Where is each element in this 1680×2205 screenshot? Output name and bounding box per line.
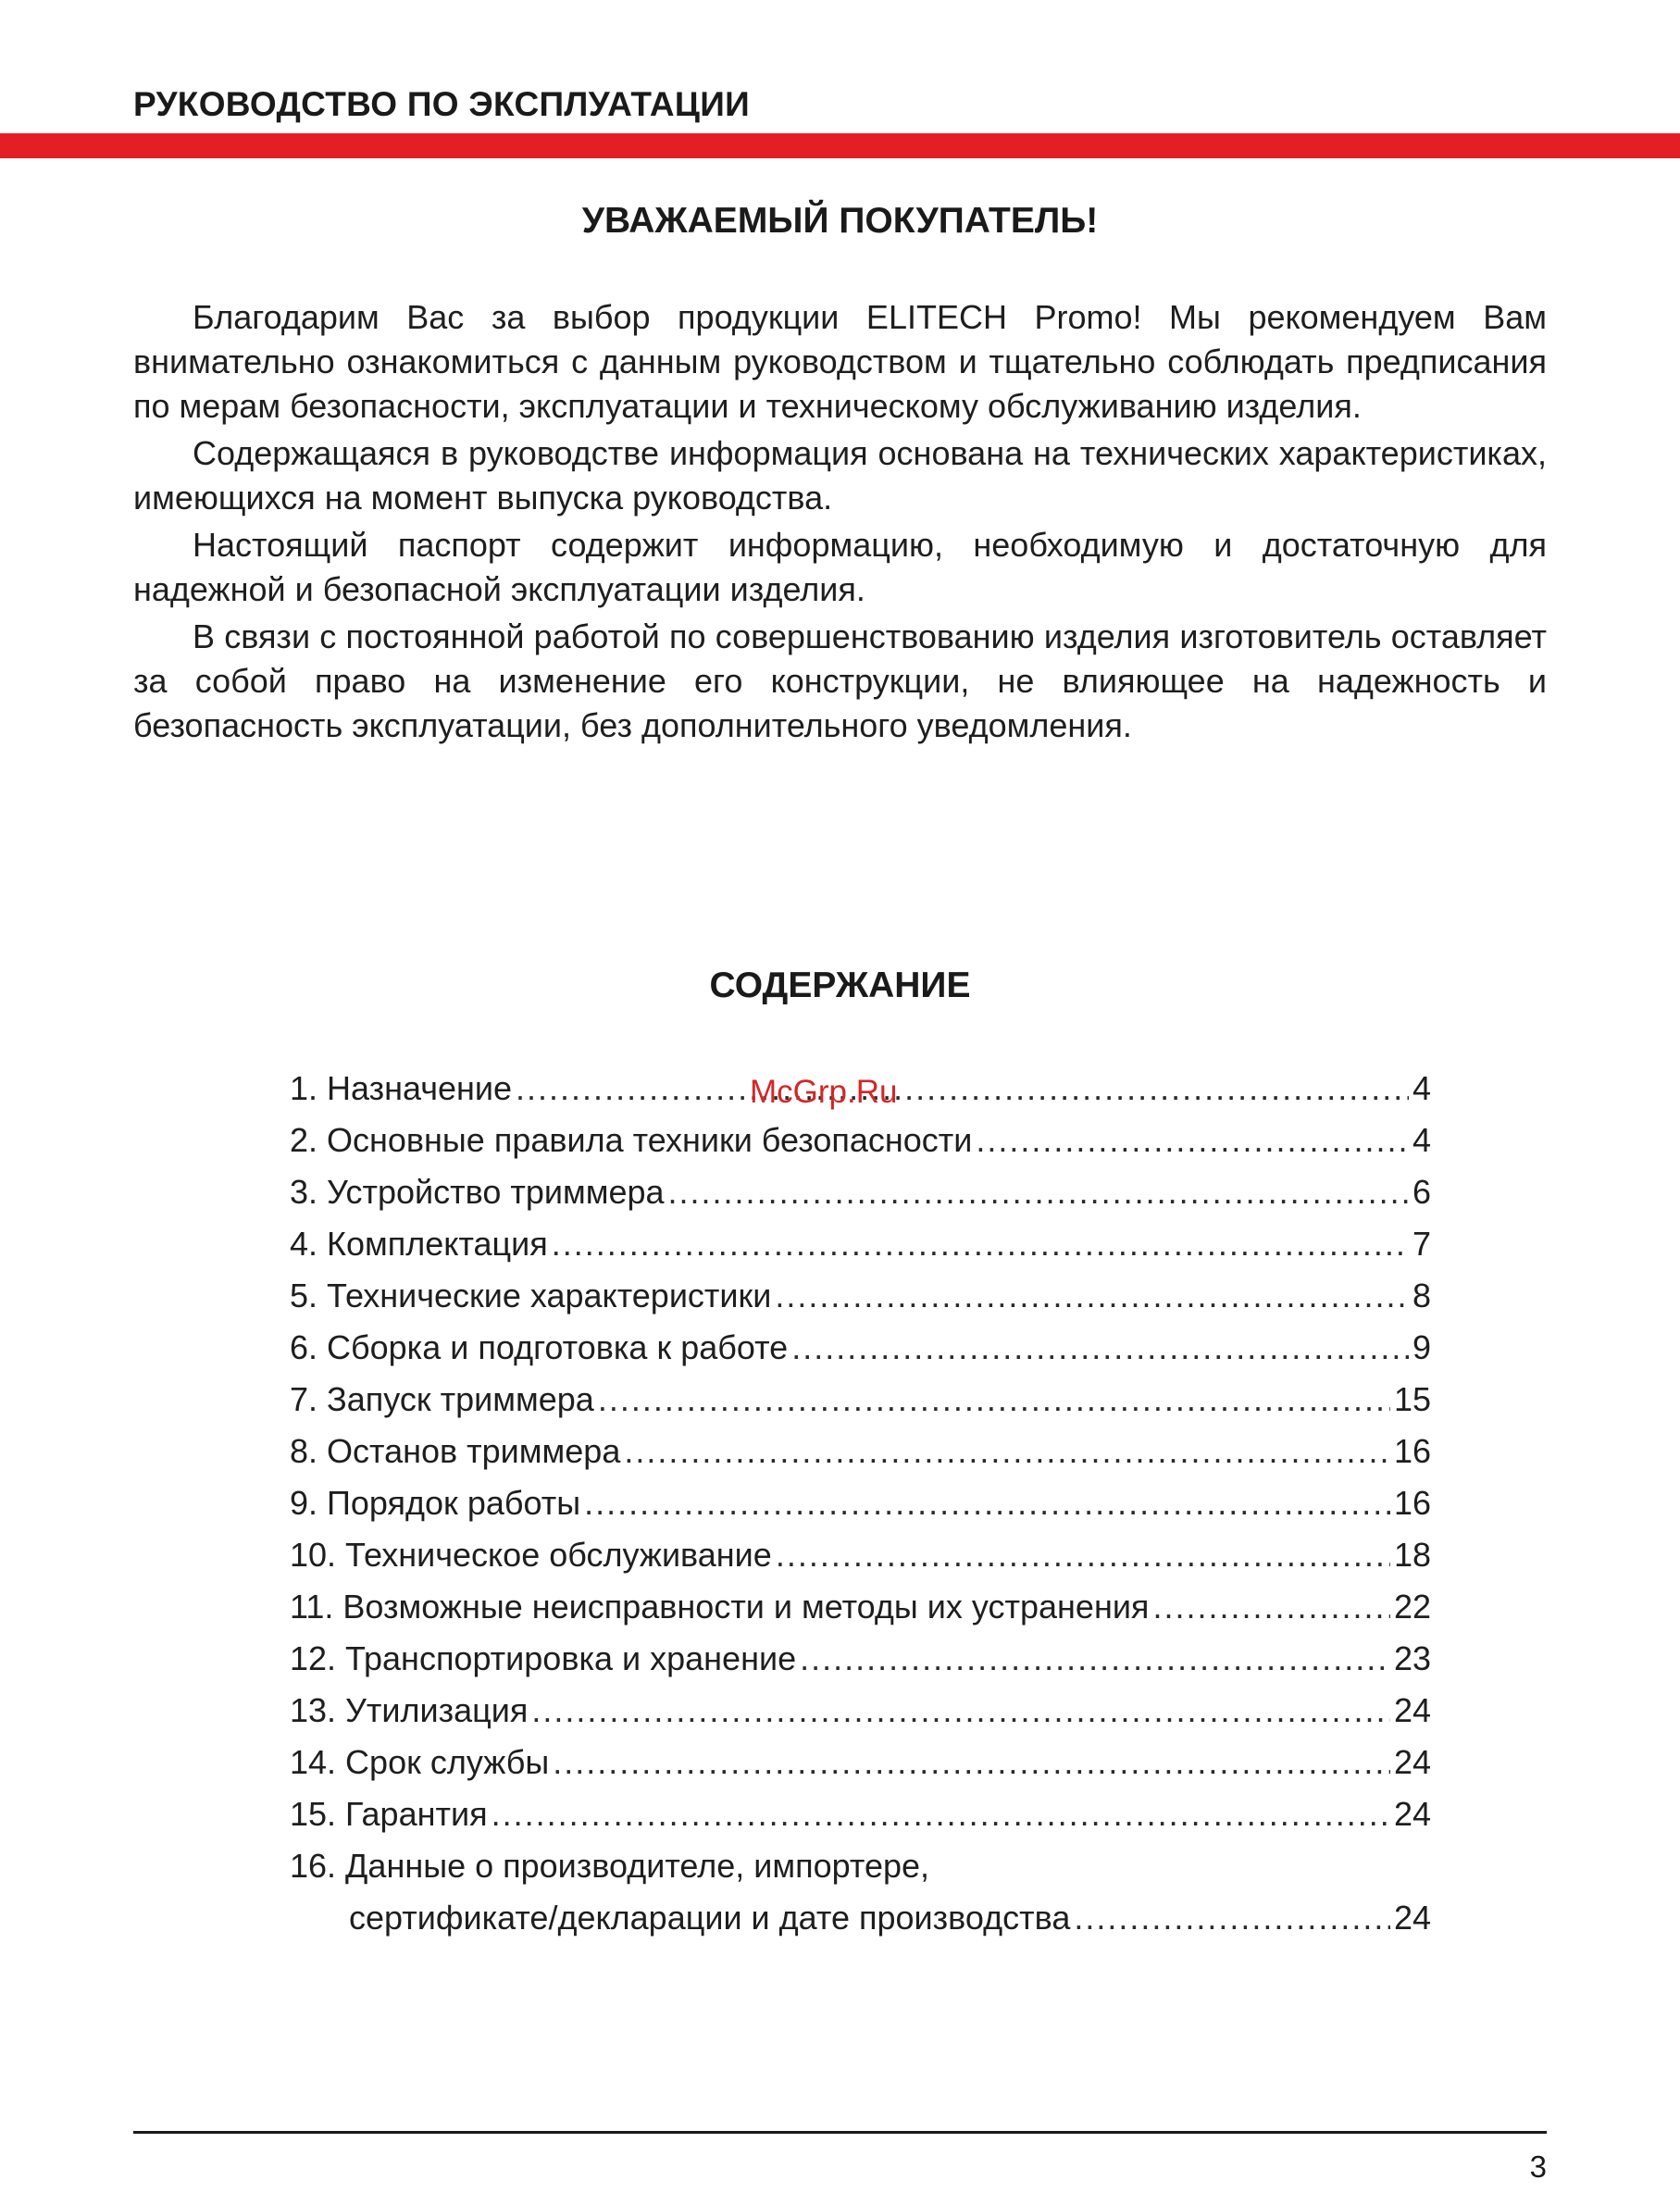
toc-item-page: 23 xyxy=(1393,1639,1431,1677)
toc-item-page: 18 xyxy=(1393,1536,1431,1574)
header-red-bar xyxy=(0,133,1680,158)
toc-leader-dots xyxy=(791,1322,1409,1374)
toc-leader-dots xyxy=(775,1270,1409,1322)
toc-item-specifications[interactable] xyxy=(290,1270,1431,1322)
intro-paragraph: В связи с постоянной работой по совершенствованию изделия изготовитель оставляет за собой право на изменение его конструкции, не влияющее на надежность и безопасность эксплуатации, без дополнительного уведомления. xyxy=(133,617,1547,744)
intro-text xyxy=(133,295,1547,751)
toc-item-package-contents[interactable] xyxy=(290,1218,1431,1270)
toc-item-label: 6. Сборка и подготовка к работе xyxy=(290,1328,789,1366)
toc-leader-dots xyxy=(1074,1892,1390,1944)
intro-paragraph: Содержащаяся в руководстве информация основана на технических характеристиках, имеющихся на момент выпуска руководства. xyxy=(133,434,1547,517)
toc-item-label: 11. Возможные неисправности и методы их устранения xyxy=(290,1588,1150,1626)
toc-item-label: 8. Останов триммера xyxy=(290,1432,621,1470)
toc-item-page: 24 xyxy=(1393,1743,1431,1781)
toc-leader-dots xyxy=(584,1477,1390,1529)
toc-leader-dots xyxy=(492,1788,1390,1840)
toc-item-page: 24 xyxy=(1393,1899,1431,1937)
toc-item-troubleshooting[interactable] xyxy=(290,1581,1431,1633)
toc-item-label: 9. Порядок работы xyxy=(290,1484,581,1522)
toc-item-manufacturer-data-continued[interactable] xyxy=(290,1892,1431,1944)
toc-item-manufacturer-data[interactable] xyxy=(290,1840,1431,1892)
toc-leader-dots xyxy=(553,1737,1390,1788)
toc-item-stopping[interactable] xyxy=(290,1426,1431,1477)
toc-leader-dots xyxy=(800,1633,1390,1685)
toc-item-label: 10. Техническое обслуживание xyxy=(290,1536,772,1574)
toc-item-page: 22 xyxy=(1393,1588,1431,1626)
toc-item-label: 3. Устройство триммера xyxy=(290,1173,665,1211)
toc-leader-dots xyxy=(516,1063,1409,1115)
toc-item-label: 1. Назначение xyxy=(290,1069,513,1107)
toc-item-label: 2. Основные правила техники безопасности xyxy=(290,1121,973,1159)
toc-leader-dots xyxy=(976,1115,1409,1166)
intro-paragraph: Настоящий паспорт содержит информацию, необходимую и достаточную для надежной и безопасной эксплуатации изделия. xyxy=(133,526,1547,608)
footer-divider xyxy=(133,2131,1547,2134)
toc-item-transport-storage[interactable] xyxy=(290,1633,1431,1685)
toc-item-page: 24 xyxy=(1393,1795,1431,1833)
toc-leader-dots xyxy=(552,1218,1409,1270)
page-number: 3 xyxy=(1529,2149,1547,2184)
toc-item-label: 12. Транспортировка и хранение xyxy=(290,1639,797,1677)
toc-item-label: 16. Данные о производителе, импортере, xyxy=(290,1847,930,1885)
toc-item-label: 15. Гарантия xyxy=(290,1795,488,1833)
toc-item-safety-rules[interactable] xyxy=(290,1115,1431,1166)
toc-item-label: 13. Утилизация xyxy=(290,1691,529,1729)
toc-leader-dots xyxy=(668,1166,1409,1218)
toc-item-page: 15 xyxy=(1393,1380,1431,1418)
toc-leader-dots xyxy=(531,1685,1390,1737)
greeting-heading: УВАЖАЕМЫЙ ПОКУПАТЕЛЬ! xyxy=(581,201,1099,241)
toc-item-label: 5. Технические характеристики xyxy=(290,1277,772,1314)
toc-item-starting[interactable] xyxy=(290,1374,1431,1426)
intro-paragraph: Благодарим Вас за выбор продукции ELITECH Promo! Мы рекомендуем Вам внимательно ознакомиться с данным руководством и тщательно соблюдать предписания по мерам безопасности, эксплуатации и техническому обслуживанию изделия. xyxy=(133,298,1547,425)
toc-item-label: сертификате/декларации и дате производства xyxy=(349,1899,1071,1937)
toc-item-label: 14. Срок службы xyxy=(290,1743,550,1781)
toc-item-maintenance[interactable] xyxy=(290,1529,1431,1581)
toc-leader-dots xyxy=(776,1529,1390,1581)
toc-item-page: 7 xyxy=(1412,1225,1431,1263)
toc-item-page: 16 xyxy=(1393,1484,1431,1522)
toc-item-label: 4. Комплектация xyxy=(290,1225,548,1263)
toc-item-page: 4 xyxy=(1412,1069,1431,1107)
toc-item-service-life[interactable] xyxy=(290,1737,1431,1788)
toc-item-label: 7. Запуск триммера xyxy=(290,1380,594,1418)
toc-item-warranty[interactable] xyxy=(290,1788,1431,1840)
toc-leader-dots xyxy=(1152,1581,1390,1633)
toc-item-trimmer-design[interactable] xyxy=(290,1166,1431,1218)
toc-item-page: 24 xyxy=(1393,1691,1431,1729)
header-title: РУКОВОДСТВО ПО ЭКСПЛУАТАЦИИ xyxy=(133,85,751,123)
watermark-text: McGrp.Ru xyxy=(750,1074,898,1110)
toc-item-page: 6 xyxy=(1412,1173,1431,1211)
toc-leader-dots xyxy=(624,1426,1390,1477)
toc-item-page: 8 xyxy=(1412,1277,1431,1314)
toc-item-assembly[interactable] xyxy=(290,1322,1431,1374)
toc-item-disposal[interactable] xyxy=(290,1685,1431,1737)
table-of-contents xyxy=(290,1063,1431,1944)
toc-item-page: 16 xyxy=(1393,1432,1431,1470)
toc-leader-dots xyxy=(598,1374,1390,1426)
toc-item-operation[interactable] xyxy=(290,1477,1431,1529)
toc-title: СОДЕРЖАНИЕ xyxy=(709,965,971,1005)
toc-item-page: 4 xyxy=(1412,1121,1431,1159)
toc-item-page: 9 xyxy=(1412,1328,1431,1366)
